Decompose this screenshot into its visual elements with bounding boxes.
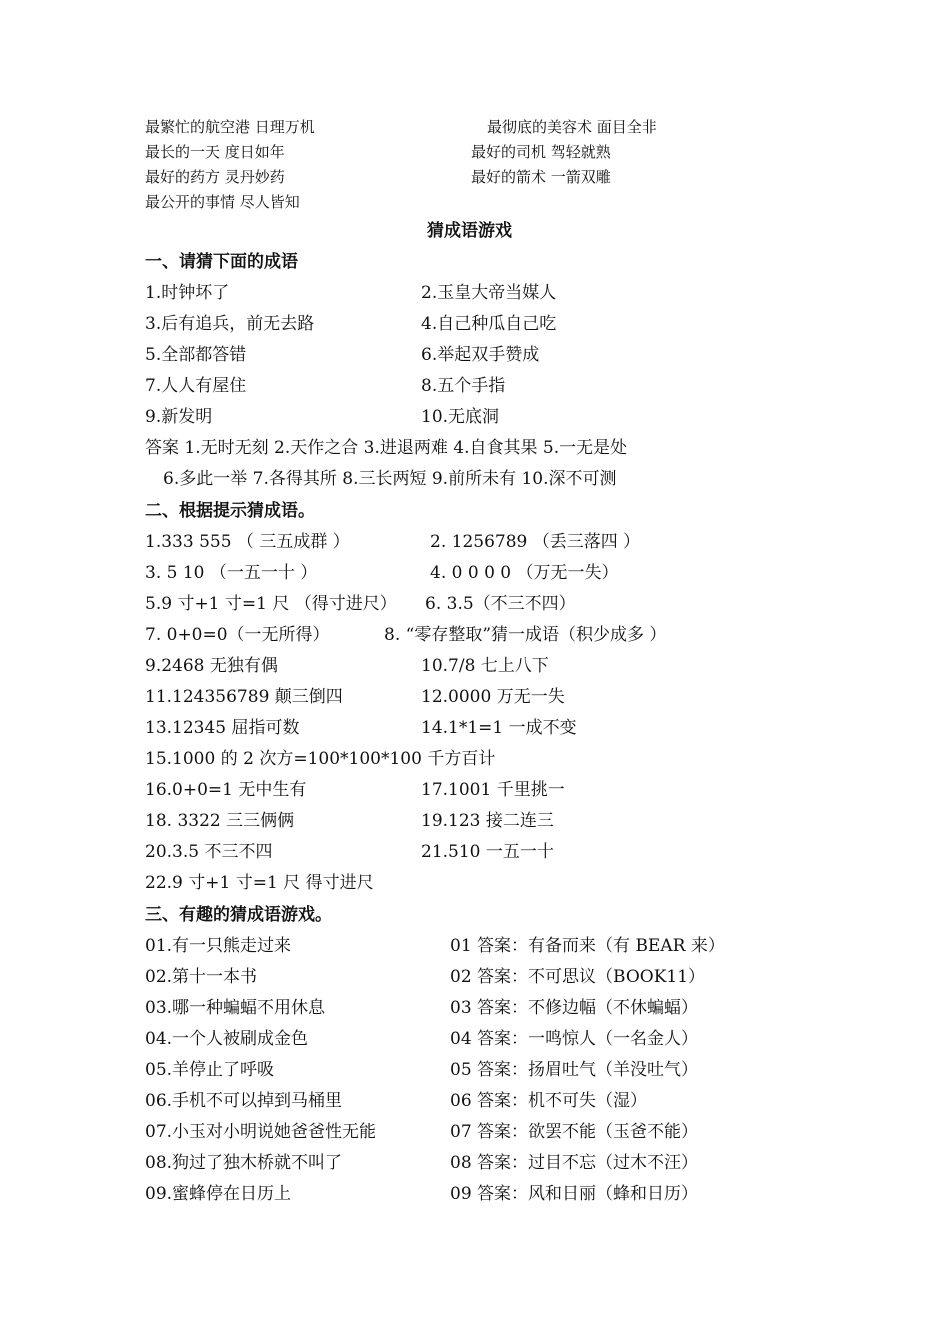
- top-right-item-2: 最好的司机 驾轻就熟: [471, 143, 611, 161]
- section3-answer: 06 答案：机不可失（湿）: [450, 1091, 648, 1111]
- section2-item: 3. 5 10 （一五一十 ）: [145, 563, 318, 583]
- section3-question: 05.羊停止了呼吸: [145, 1060, 275, 1080]
- section2-item: 16.0+0=1 无中生有: [145, 780, 307, 800]
- section3-answer: 08 答案：过目不忘（过木不汪）: [450, 1153, 699, 1173]
- section3-answer: 07 答案：欲罢不能（玉爸不能）: [450, 1122, 699, 1142]
- section2-item: 13.12345 屈指可数: [145, 718, 300, 738]
- section1-item: 7.人人有屋住: [145, 376, 247, 396]
- section2-heading: 二、根据提示猜成语。: [145, 501, 315, 521]
- section2-item: 18. 3322 三三俩俩: [145, 811, 295, 831]
- section1-item: 5.全部都答错: [145, 345, 247, 365]
- section2-item: 8. “零存整取”猜一成语（积少成多 ）: [384, 625, 667, 645]
- section1-heading: 一、请猜下面的成语: [145, 252, 298, 272]
- section1-item: 1.时钟坏了: [145, 283, 230, 303]
- section1-item: 3.后有追兵，前无去路: [145, 314, 315, 334]
- section3-question: 02.第十一本书: [145, 967, 258, 987]
- section1-item: 9.新发明: [145, 407, 213, 427]
- top-right-item-1: 最彻底的美容术 面目全非: [487, 118, 657, 136]
- section3-question: 09.蜜蜂停在日历上: [145, 1184, 292, 1204]
- top-left-item-2: 最长的一天 度日如年: [145, 143, 285, 161]
- section2-item: 1.333 555 （ 三五成群 ）: [145, 532, 350, 552]
- section2-item: 22.9 寸+1 寸=1 尺 得寸进尺: [145, 873, 374, 893]
- section2-item: 7. 0+0=0（一无所得）: [145, 625, 330, 645]
- top-left-item-4: 最公开的事情 尽人皆知: [145, 193, 300, 211]
- section3-question: 03.哪一种蝙蝠不用休息: [145, 998, 326, 1018]
- section2-item: 11.124356789 颠三倒四: [145, 687, 343, 707]
- section2-item: 19.123 接二连三: [421, 811, 554, 831]
- section1-item: 2.玉皇大帝当媒人: [421, 283, 557, 303]
- section2-item: 17.1001 千里挑一: [421, 780, 565, 800]
- top-left-item-3: 最好的药方 灵丹妙药: [145, 168, 285, 186]
- section3-answer: 01 答案：有备而来（有 BEAR 来）: [450, 936, 725, 956]
- section2-item: 21.510 一五一十: [421, 842, 554, 862]
- section2-item: 9.2468 无独有偶: [145, 656, 278, 676]
- section2-item: 5.9 寸+1 寸=1 尺 （得寸进尺）: [145, 594, 397, 614]
- section2-item: 14.1*1=1 一成不变: [421, 718, 577, 738]
- section1-item: 10.无底洞: [421, 407, 500, 427]
- section1-answer-line-1: 答案 1.无时无刻 2.天作之合 3.进退两难 4.自食其果 5.一无是处: [145, 438, 628, 458]
- section3-question: 01.有一只熊走过来: [145, 936, 292, 956]
- section2-item: 15.1000 的 2 次方=100*100*100 千方百计: [145, 749, 496, 769]
- page-title: 猜成语游戏: [427, 221, 512, 241]
- section2-item: 10.7/8 七上八下: [421, 656, 549, 676]
- section3-answer: 09 答案：风和日丽（蜂和日历）: [450, 1184, 699, 1204]
- section1-item: 4.自己种瓜自己吃: [421, 314, 557, 334]
- section3-answer: 04 答案：一鸣惊人（一名金人）: [450, 1029, 699, 1049]
- section3-question: 04.一个人被刷成金色: [145, 1029, 309, 1049]
- section3-question: 06.手机不可以掉到马桶里: [145, 1091, 343, 1111]
- section1-answer-line-2: 6.多此一举 7.各得其所 8.三长两短 9.前所未有 10.深不可测: [163, 469, 617, 489]
- section3-answer: 05 答案：扬眉吐气（羊没吐气）: [450, 1060, 699, 1080]
- section2-item: 2. 1256789 （丢三落四 ）: [430, 532, 641, 552]
- section3-heading: 三、有趣的猜成语游戏。: [145, 905, 332, 925]
- section2-item: 20.3.5 不三不四: [145, 842, 273, 862]
- section2-item: 4. 0 0 0 0 （万无一失）: [430, 563, 619, 583]
- section3-question: 07.小玉对小明说她爸爸性无能: [145, 1122, 377, 1142]
- section1-item: 8.五个手指: [421, 376, 506, 396]
- section1-item: 6.举起双手赞成: [421, 345, 540, 365]
- section3-answer: 03 答案：不修边幅（不休蝙蝠）: [450, 998, 699, 1018]
- section3-answer: 02 答案：不可思议（BOOK11）: [450, 967, 706, 987]
- top-right-item-3: 最好的箭术 一箭双雕: [471, 168, 611, 186]
- section2-item: 12.0000 万无一失: [421, 687, 565, 707]
- section3-question: 08.狗过了独木桥就不叫了: [145, 1153, 343, 1173]
- top-left-item-1: 最繁忙的航空港 日理万机: [145, 118, 315, 136]
- section2-item: 6. 3.5（不三不四）: [425, 594, 576, 614]
